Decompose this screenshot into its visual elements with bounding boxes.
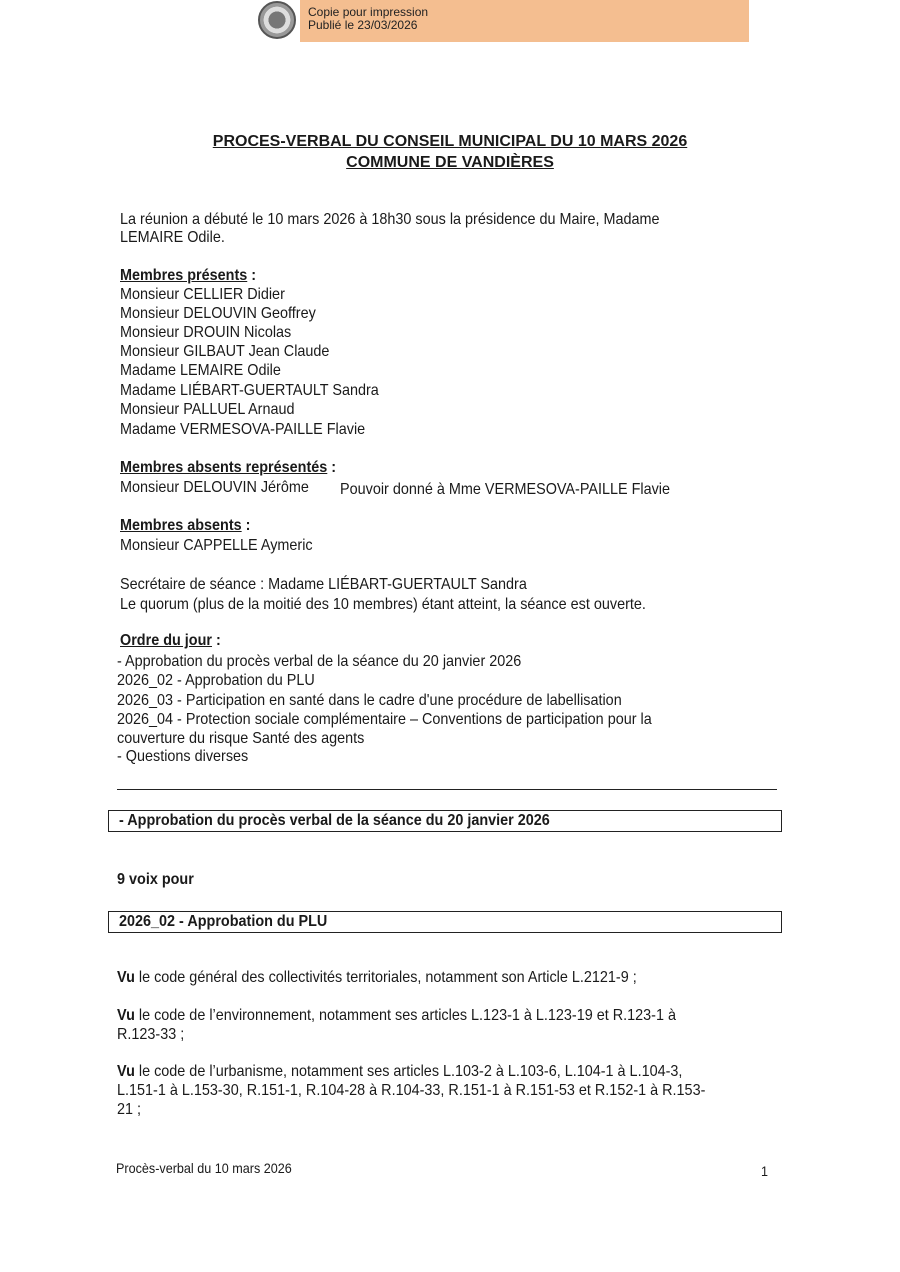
agenda-item: - Approbation du procès verbal de la séance du 20 janvier 2026 bbox=[117, 653, 522, 670]
vote-result: 9 voix pour bbox=[117, 871, 194, 888]
page-number: 1 bbox=[761, 1163, 769, 1179]
member: Monsieur CELLIER Didier bbox=[120, 286, 285, 303]
section-header-pv-approval: - Approbation du procès verbal de la séance du 20 janvier 2026 bbox=[108, 810, 782, 832]
vu-clause: Vu le code général des collectivités territoriales, notamment son Article L.2121-9 ; bbox=[117, 969, 637, 986]
member: Madame LEMAIRE Odile bbox=[120, 362, 281, 379]
agenda-item: 2026_03 - Participation en santé dans le cadre d'une procédure de labellisation bbox=[117, 692, 622, 709]
divider bbox=[117, 789, 777, 790]
stamp-line-2: Publié le 23/03/2026 bbox=[308, 18, 418, 32]
vu-clause-cont: L.151-1 à L.153-30, R.151-1, R.104-28 à R.104-33, R.151-1 à R.151-53 et R.152-1 à R.153- bbox=[117, 1082, 706, 1099]
vu-clause-cont: 21 ; bbox=[117, 1101, 142, 1118]
absent-member: Monsieur CAPPELLE Aymeric bbox=[120, 537, 313, 554]
vu-clause-cont: R.123-33 ; bbox=[117, 1026, 185, 1043]
member: Monsieur PALLUEL Arnaud bbox=[120, 401, 295, 418]
absent-heading: Membres absents : bbox=[120, 517, 251, 534]
proxy-note: Pouvoir donné à Mme VERMESOVA-PAILLE Flavie bbox=[340, 481, 671, 498]
present-heading: Membres présents : bbox=[120, 267, 257, 284]
section-header-plu: 2026_02 - Approbation du PLU bbox=[108, 911, 782, 933]
agenda-item: couverture du risque Santé des agents bbox=[117, 730, 365, 747]
member: Monsieur DELOUVIN Geoffrey bbox=[120, 305, 316, 322]
secretary: Secrétaire de séance : Madame LIÉBART-GUERTAULT Sandra bbox=[120, 576, 527, 593]
member: Monsieur DROUIN Nicolas bbox=[120, 324, 292, 341]
member: Madame VERMESOVA-PAILLE Flavie bbox=[120, 421, 366, 438]
agenda-heading: Ordre du jour : bbox=[120, 632, 221, 649]
publication-stamp bbox=[300, 0, 749, 42]
represented-member: Monsieur DELOUVIN Jérôme bbox=[120, 479, 309, 496]
document-title: PROCES-VERBAL DU CONSEIL MUNICIPAL DU 10 MARS 2026 bbox=[212, 133, 688, 150]
member: Madame LIÉBART-GUERTAULT Sandra bbox=[120, 382, 379, 399]
commune-seal-icon bbox=[258, 1, 296, 39]
agenda-item: - Questions diverses bbox=[117, 748, 249, 765]
quorum: Le quorum (plus de la moitié des 10 membres) étant atteint, la séance est ouverte. bbox=[120, 596, 646, 613]
intro-line-1: La réunion a débuté le 10 mars 2026 à 18h30 sous la présidence du Maire, Madame bbox=[120, 211, 660, 228]
agenda-item: 2026_02 - Approbation du PLU bbox=[117, 672, 315, 689]
member: Monsieur GILBAUT Jean Claude bbox=[120, 343, 330, 360]
document-subtitle: COMMUNE DE VANDIÈRES bbox=[346, 154, 554, 171]
vu-clause: Vu le code de l’urbanisme, notamment ses articles L.103-2 à L.103-6, L.104-1 à L.104-3, bbox=[117, 1063, 683, 1080]
agenda-item: 2026_04 - Protection sociale complémentaire – Conventions de participation pour la bbox=[117, 711, 652, 728]
represented-heading: Membres absents représentés : bbox=[120, 459, 337, 476]
intro-line-2: LEMAIRE Odile. bbox=[120, 229, 225, 246]
vu-clause: Vu le code de l’environnement, notamment ses articles L.123-1 à L.123-19 et R.123-1 à bbox=[117, 1007, 676, 1024]
stamp-line-1: Copie pour impression bbox=[308, 5, 429, 19]
footer-title: Procès-verbal du 10 mars 2026 bbox=[116, 1160, 292, 1176]
